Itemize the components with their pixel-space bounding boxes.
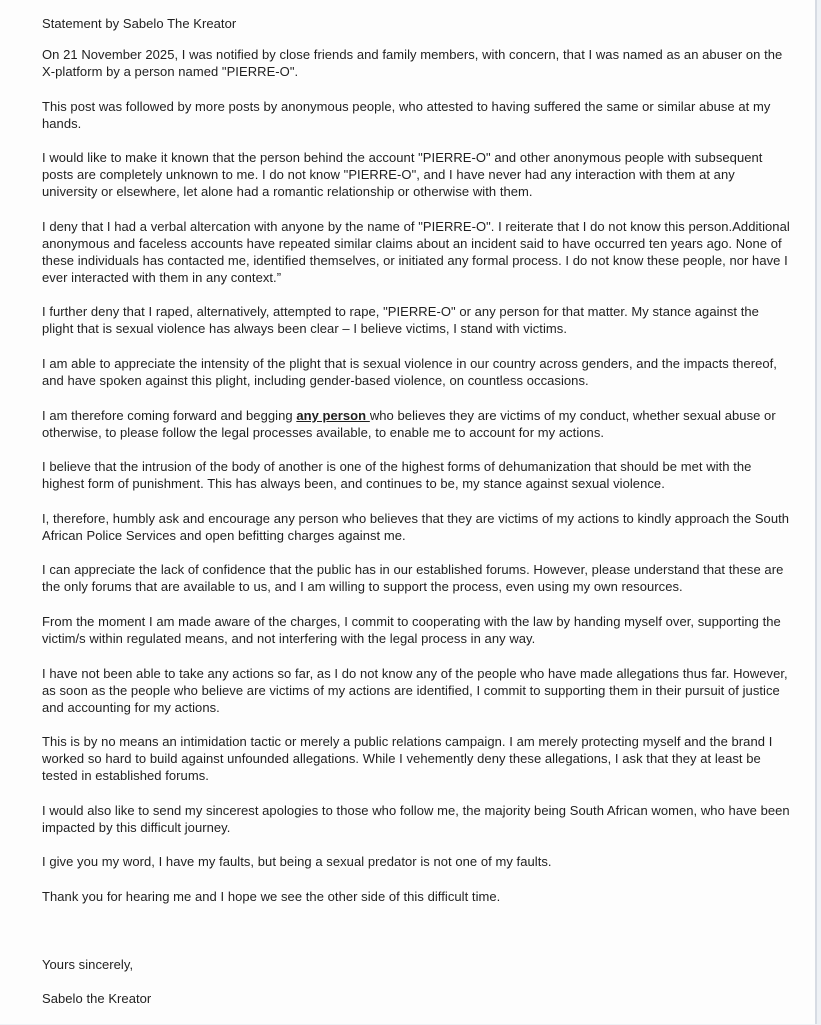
paragraph-unknown-person: I would like to make it known that the person behind the account "PIERRE-O" and other anonymous people with subsequent posts are completely unknown to me. I do not know "PIERRE-O", and I have never had any interaction with them at any university or elsewhere, let alone had a romantic relationship or otherwise with them. [42, 150, 763, 200]
statement-document [42, 15, 792, 1025]
paragraph-apologies: I would also like to send my sincerest apologies to those who follow me, the majority being South African women, who have been impacted by this difficult journey. [42, 802, 790, 835]
paragraph-begging [42, 407, 792, 441]
begging-text-after: who believes they are victims of my conduct, whether sexual abuse or otherwise, to please follow the legal processes available, to enable me to account for my actions. [42, 407, 776, 440]
closing-line: Yours sincerely, [42, 956, 134, 972]
paragraph-deny-rape: I further deny that I raped, alternatively, attempted to rape, "PIERRE-O" or any person for that matter. My stance against the plight that is sexual violence has always been clear – I believe victims, I stand with victims. [42, 304, 759, 337]
statement-title: Statement by Sabelo The Kreator [42, 16, 237, 31]
paragraph-lack-of-confidence: I can appreciate the lack of confidence that the public has in our established forums. However, please understand that these are the only forums that are available to us, and I am willing to support the process, even using my own resources. [42, 562, 784, 595]
paragraph-intrusion: I believe that the intrusion of the body of another is one of the highest forms of dehumanization that should be met with the highest form of punishment. This has always been, and continues to be, my stance against sexual violence. [42, 459, 752, 492]
paragraph-deny-altercation: I deny that I had a verbal altercation with anyone by the name of "PIERRE-O". I reiterate that I do not know this person.Additional anonymous and faceless accounts have repeated similar claims about an incident said to have occurred ten years ago. None of these individuals has contacted me, identified themselves, or initiated any formal process. I do not know these people, nor have I ever interacted with them in any context.” [42, 218, 790, 285]
paragraph-notification: On 21 November 2025, I was notified by close friends and family members, with concern, that I was named as an abuser on the X-platform by a person named "PIERRE-O". [42, 47, 783, 79]
paragraph-approach-police: I, therefore, humbly ask and encourage any person who believes that they are victims of my actions to kindly approach the South African Police Services and open befitting charges against me. [42, 510, 790, 543]
paragraph-follow-up-posts: This post was followed by more posts by anonymous people, who attested to having suffered the same or similar abuse at my hands. [42, 98, 771, 131]
paragraph-appreciate-plight: I am able to appreciate the intensity of the plight that is sexual violence in our country across genders, and the impacts thereof, and have spoken against this plight, including gender-based violence, on countless occasions. [42, 355, 777, 388]
signature: Sabelo the Kreator [42, 990, 152, 1006]
paragraph-my-word: I give you my word, I have my faults, but being a sexual predator is not one of my faults. [42, 854, 552, 870]
paragraph-thank-you: Thank you for hearing me and I hope we see the other side of this difficult time. [42, 888, 501, 904]
paragraph-no-actions: I have not been able to take any actions so far, as I do not know any of the people who have made allegations thus far. However, as soon as the people who believe are victims of my actions are identified, I commit to supporting them in their pursuit of justice and accounting for my actions. [42, 665, 788, 715]
begging-text-before: I am therefore coming forward and begging [42, 407, 297, 423]
paragraph-not-intimidation: This is by no means an intimidation tactic or merely a public relations campaign. I am merely protecting myself and the brand I worked so hard to build against unfounded allegations. While I vehemently deny these allegations, I ask that they at least be tested in established forums. [42, 734, 773, 784]
paragraph-commit-cooperate: From the moment I am made aware of the charges, I commit to cooperating with the law by handing myself over, supporting the victim/s within regulated means, and not interfering with the legal process in any way. [42, 613, 781, 646]
any-person-emphasis: any person [296, 407, 370, 423]
